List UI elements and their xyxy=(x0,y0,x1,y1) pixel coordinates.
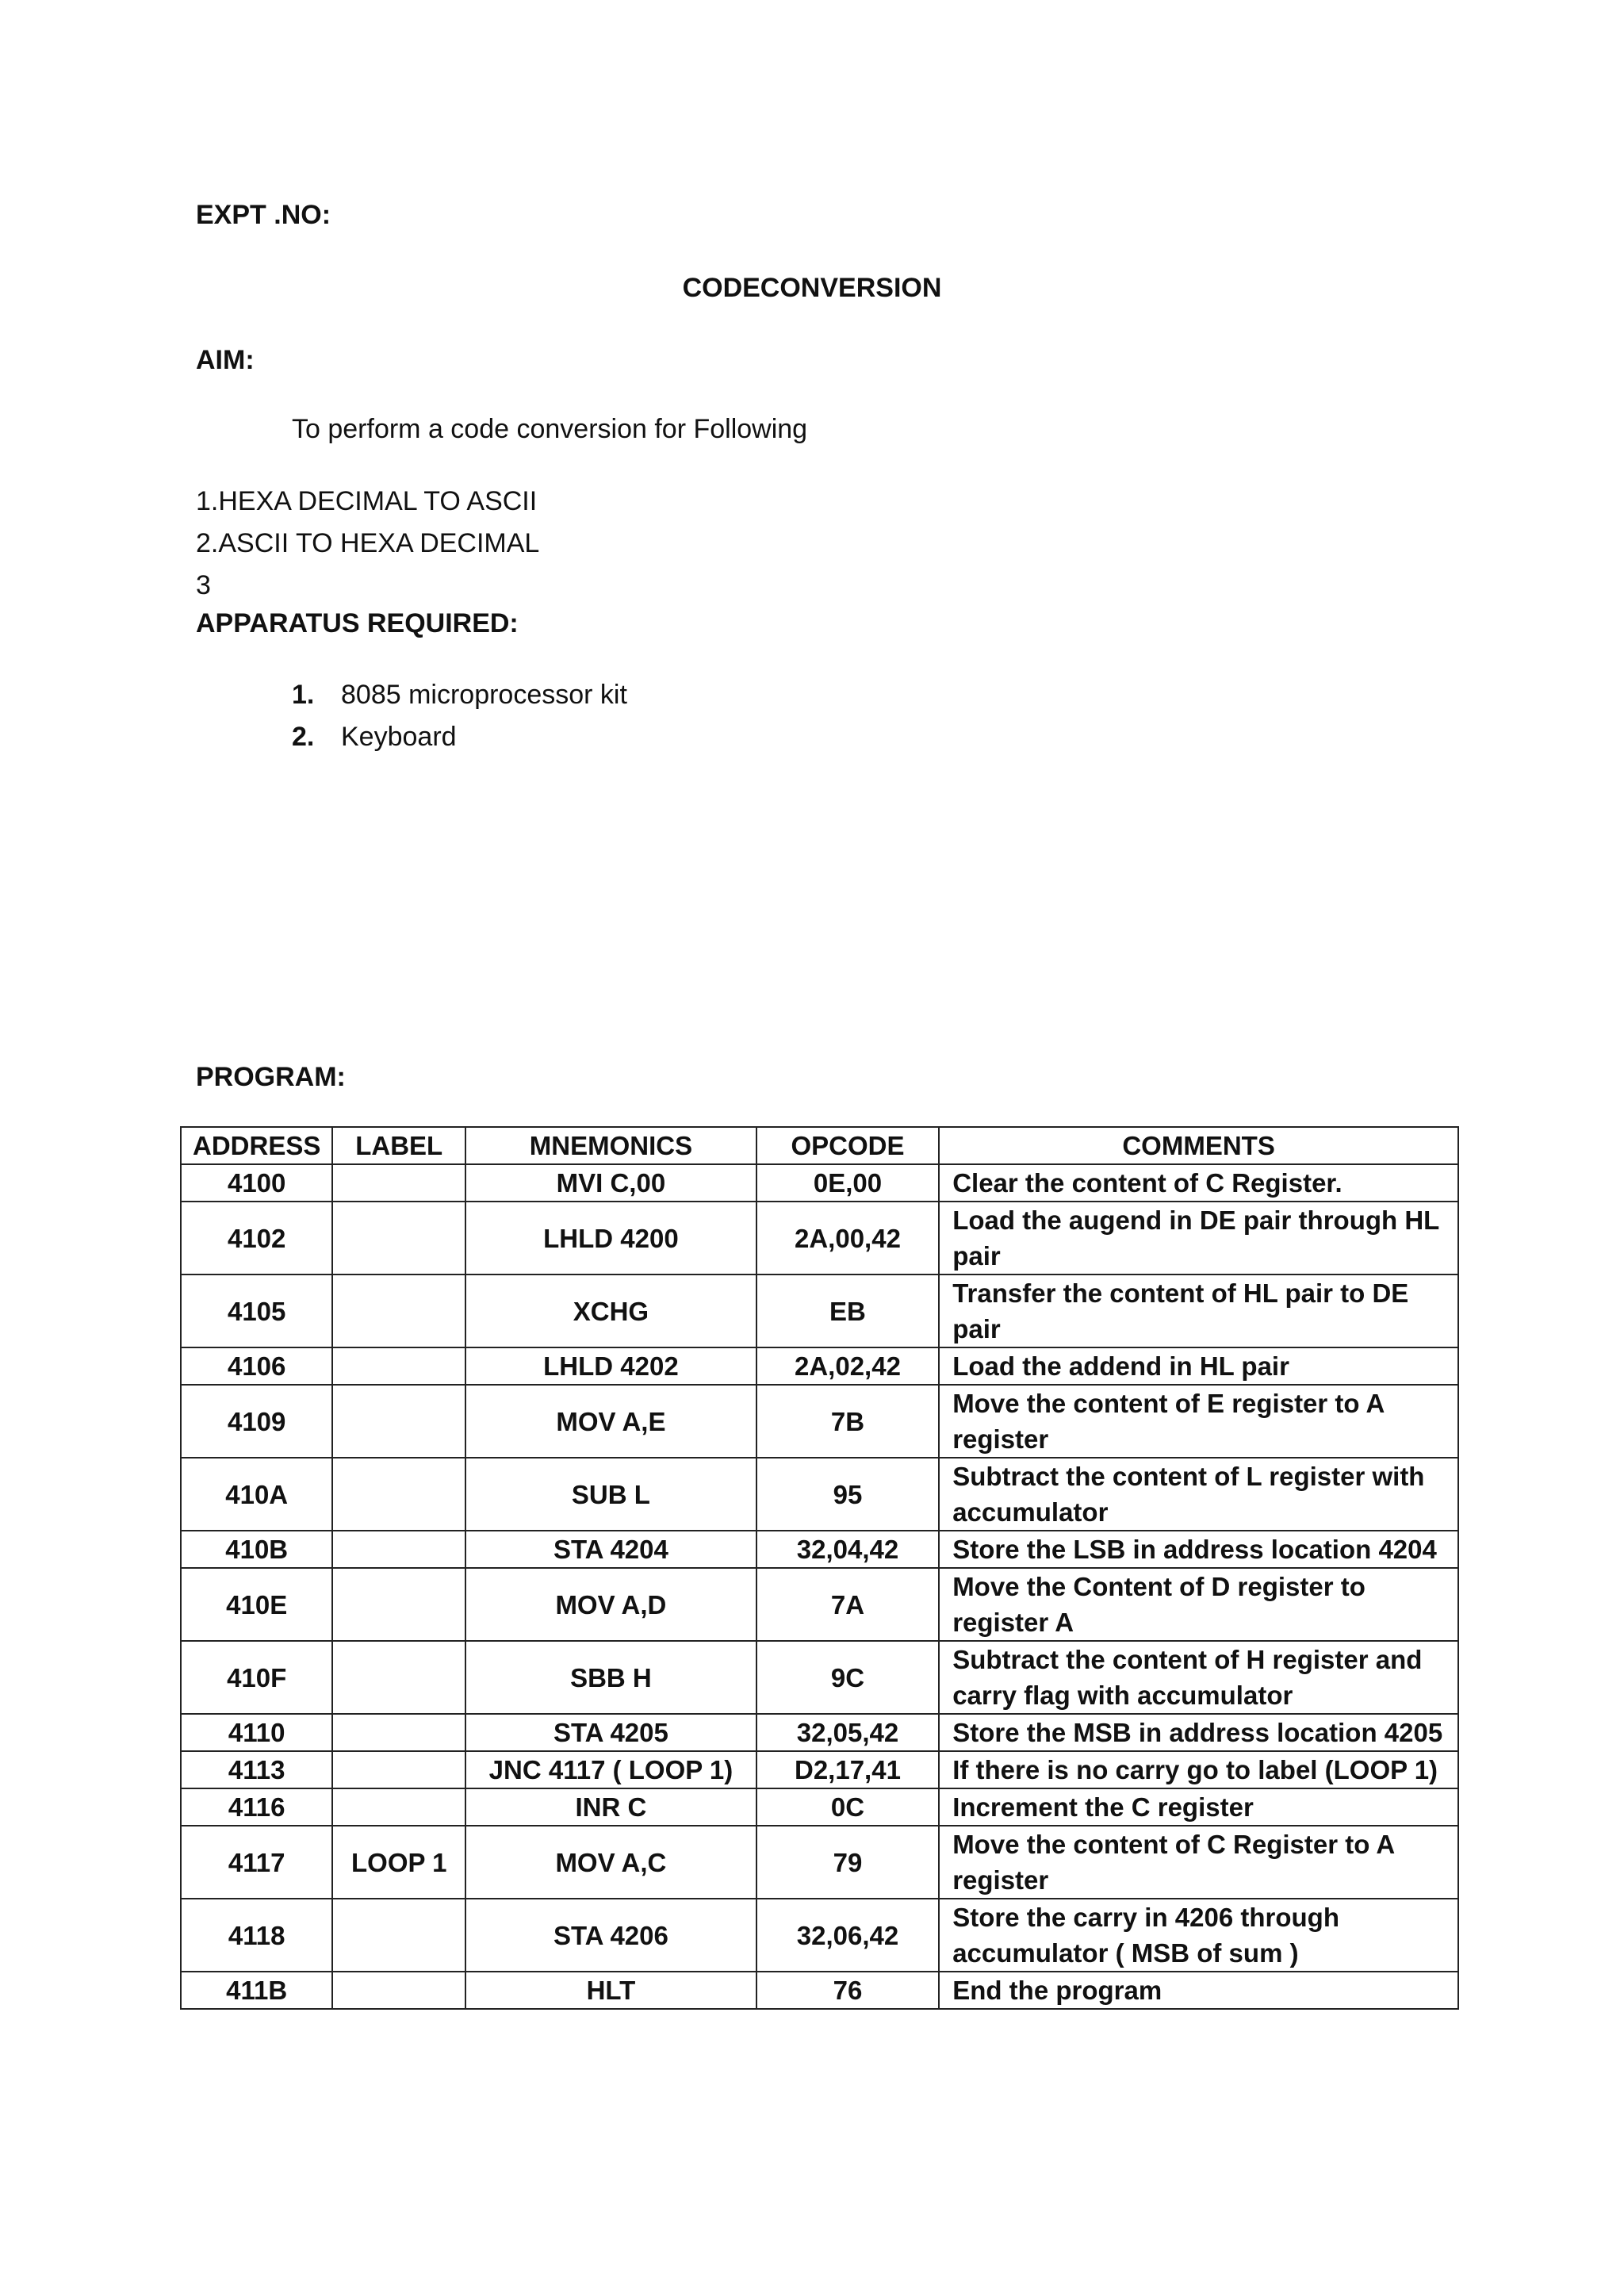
cell-label xyxy=(332,1458,465,1531)
cell-comment: Store the MSB in address location 4205 xyxy=(939,1714,1458,1751)
table-row xyxy=(181,1826,1458,1899)
cell-label xyxy=(332,1347,465,1385)
cell-opcode: EB xyxy=(756,1274,939,1347)
cell-opcode: 2A,00,42 xyxy=(756,1202,939,1274)
list-item-number: 2. xyxy=(292,722,315,752)
program-label: PROGRAM: xyxy=(196,1062,346,1092)
column-header-mnemonics: MNEMONICS xyxy=(465,1127,756,1164)
program-table-body xyxy=(181,1164,1458,2009)
apparatus-label: APPARATUS REQUIRED: xyxy=(196,608,519,638)
table-row xyxy=(181,1641,1458,1714)
table-row xyxy=(181,1751,1458,1788)
cell-mnemonic: LHLD 4200 xyxy=(465,1202,756,1274)
cell-address: 410A xyxy=(181,1458,332,1531)
cell-mnemonic: SUB L xyxy=(465,1458,756,1531)
cell-mnemonic: JNC 4117 ( LOOP 1) xyxy=(465,1751,756,1788)
cell-label: LOOP 1 xyxy=(332,1826,465,1899)
cell-mnemonic: MVI C,00 xyxy=(465,1164,756,1202)
cell-address: 4118 xyxy=(181,1899,332,1972)
cell-label xyxy=(332,1568,465,1641)
cell-comment: End the program xyxy=(939,1972,1458,2009)
cell-comment: Clear the content of C Register. xyxy=(939,1164,1458,1202)
list-item: 1.HEXA DECIMAL TO ASCII xyxy=(196,486,538,516)
cell-address: 410B xyxy=(181,1531,332,1568)
apparatus-list xyxy=(292,674,627,758)
cell-comment: Subtract the content of L register with accumulator xyxy=(939,1458,1458,1531)
cell-comment: Subtract the content of H register and carry flag with accumulator xyxy=(939,1641,1458,1714)
list-item: 3 xyxy=(196,570,211,600)
cell-address: 4106 xyxy=(181,1347,332,1385)
table-row xyxy=(181,1274,1458,1347)
cell-address: 4110 xyxy=(181,1714,332,1751)
list-item: 2.ASCII TO HEXA DECIMAL xyxy=(196,528,540,558)
cell-comment: Transfer the content of HL pair to DE pair xyxy=(939,1274,1458,1347)
cell-opcode: 32,06,42 xyxy=(756,1899,939,1972)
table-header-row xyxy=(181,1127,1458,1164)
cell-mnemonic: SBB H xyxy=(465,1641,756,1714)
cell-comment: Move the Content of D register to register A xyxy=(939,1568,1458,1641)
cell-label xyxy=(332,1641,465,1714)
cell-opcode: 76 xyxy=(756,1972,939,2009)
table-row xyxy=(181,1568,1458,1641)
cell-address: 4117 xyxy=(181,1826,332,1899)
column-header-address: ADDRESS xyxy=(181,1127,332,1164)
list-item-text: 8085 microprocessor kit xyxy=(341,680,627,710)
program-table xyxy=(180,1126,1459,2010)
cell-address: 4116 xyxy=(181,1788,332,1826)
cell-comment: Move the content of C Register to A register xyxy=(939,1826,1458,1899)
cell-mnemonic: XCHG xyxy=(465,1274,756,1347)
table-row xyxy=(181,1788,1458,1826)
table-row xyxy=(181,1972,1458,2009)
cell-label xyxy=(332,1972,465,2009)
cell-address: 4109 xyxy=(181,1385,332,1458)
cell-opcode: 32,05,42 xyxy=(756,1714,939,1751)
cell-mnemonic: MOV A,D xyxy=(465,1568,756,1641)
cell-address: 4100 xyxy=(181,1164,332,1202)
table-row xyxy=(181,1531,1458,1568)
cell-opcode: 95 xyxy=(756,1458,939,1531)
table-row xyxy=(181,1899,1458,1972)
cell-comment: Load the addend in HL pair xyxy=(939,1347,1458,1385)
cell-comment: Increment the C register xyxy=(939,1788,1458,1826)
list-item-number: 1. xyxy=(292,680,315,710)
cell-address: 4102 xyxy=(181,1202,332,1274)
cell-mnemonic: STA 4204 xyxy=(465,1531,756,1568)
cell-address: 4113 xyxy=(181,1751,332,1788)
cell-mnemonic: HLT xyxy=(465,1972,756,2009)
cell-comment: If there is no carry go to label (LOOP 1) xyxy=(939,1751,1458,1788)
cell-opcode: 32,04,42 xyxy=(756,1531,939,1568)
cell-comment: Store the LSB in address location 4204 xyxy=(939,1531,1458,1568)
cell-label xyxy=(332,1385,465,1458)
column-header-opcode: OPCODE xyxy=(756,1127,939,1164)
cell-comment: Store the carry in 4206 through accumulator ( MSB of sum ) xyxy=(939,1899,1458,1972)
cell-mnemonic: LHLD 4202 xyxy=(465,1347,756,1385)
cell-label xyxy=(332,1714,465,1751)
cell-label xyxy=(332,1274,465,1347)
table-row xyxy=(181,1385,1458,1458)
cell-address: 4105 xyxy=(181,1274,332,1347)
aim-text: To perform a code conversion for Following xyxy=(292,414,808,444)
cell-label xyxy=(332,1899,465,1972)
cell-label xyxy=(332,1751,465,1788)
cell-mnemonic: STA 4206 xyxy=(465,1899,756,1972)
cell-address: 410E xyxy=(181,1568,332,1641)
cell-mnemonic: MOV A,E xyxy=(465,1385,756,1458)
conversion-list xyxy=(196,481,539,607)
cell-opcode: 79 xyxy=(756,1826,939,1899)
cell-label xyxy=(332,1164,465,1202)
table-row xyxy=(181,1458,1458,1531)
experiment-number-label: EXPT .NO: xyxy=(196,200,331,230)
cell-address: 410F xyxy=(181,1641,332,1714)
cell-mnemonic: MOV A,C xyxy=(465,1826,756,1899)
cell-opcode: 2A,02,42 xyxy=(756,1347,939,1385)
cell-comment: Load the augend in DE pair through HL pair xyxy=(939,1202,1458,1274)
table-row xyxy=(181,1347,1458,1385)
list-item xyxy=(292,674,627,716)
column-header-label: LABEL xyxy=(332,1127,465,1164)
cell-comment: Move the content of E register to A register xyxy=(939,1385,1458,1458)
cell-opcode: 9C xyxy=(756,1641,939,1714)
cell-opcode: D2,17,41 xyxy=(756,1751,939,1788)
cell-opcode: 0E,00 xyxy=(756,1164,939,1202)
cell-address: 411B xyxy=(181,1972,332,2009)
cell-label xyxy=(332,1202,465,1274)
cell-label xyxy=(332,1788,465,1826)
table-row xyxy=(181,1164,1458,1202)
column-header-comments: COMMENTS xyxy=(939,1127,1458,1164)
page-title: CODECONVERSION xyxy=(682,273,942,303)
list-item-text: Keyboard xyxy=(341,722,457,752)
cell-label xyxy=(332,1531,465,1568)
cell-mnemonic: STA 4205 xyxy=(465,1714,756,1751)
cell-mnemonic: INR C xyxy=(465,1788,756,1826)
cell-opcode: 7A xyxy=(756,1568,939,1641)
cell-opcode: 0C xyxy=(756,1788,939,1826)
table-row xyxy=(181,1202,1458,1274)
list-item xyxy=(292,716,627,758)
table-row xyxy=(181,1714,1458,1751)
cell-opcode: 7B xyxy=(756,1385,939,1458)
aim-label: AIM: xyxy=(196,345,255,375)
